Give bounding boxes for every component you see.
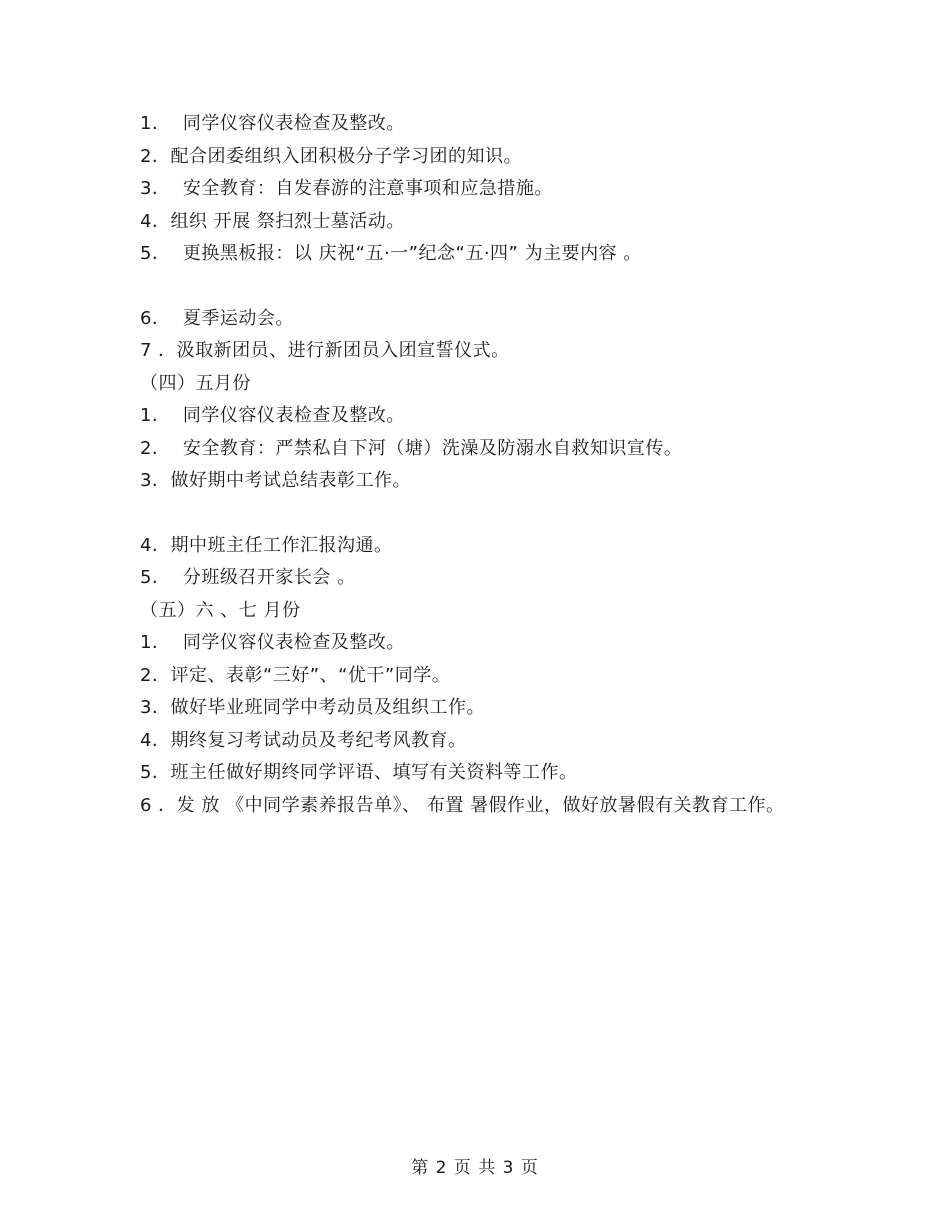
document-body: [140, 108, 810, 822]
list-item: 3．做好期中考试总结表彰工作。: [140, 470, 411, 491]
list-item: 2． 安全教育：严禁私自下河（塘）洗澡及防溺水自救知识宣传。: [140, 437, 683, 459]
list-item: 7 ．汲取新团员、进行新团员入团宣誓仪式。: [140, 340, 510, 361]
page-number: 第 2 页 共 3 页: [411, 1158, 539, 1178]
section-heading: （五）六 、七 月份: [140, 599, 301, 621]
list-item: 6 ．发 放 《中同学素养报告单》、 布置 暑假作业，做好放暑假有关教育工作。: [140, 794, 785, 816]
list-item: 1． 同学仪容仪表检查及整改。: [140, 113, 405, 134]
list-item: 3．做好毕业班同学中考动员及组织工作。: [140, 697, 485, 718]
list-item: 5． 分班级召开家长会 。: [140, 567, 356, 588]
list-item: 2．配合团委组织入团积极分子学习团的知识。: [140, 145, 522, 167]
section-heading: （四）五月份: [140, 372, 251, 394]
list-item: 5． 更换黑板报：以 庆祝“五·一”纪念“五·四” 为主要内容 。: [140, 243, 642, 264]
list-item: 5．班主任做好期终同学评语、填写有关资料等工作。: [140, 762, 578, 783]
list-item: 1． 同学仪容仪表检查及整改。: [140, 405, 405, 426]
list-item: 2．评定、表彰“三好”、“优干”同学。: [140, 664, 451, 686]
list-item: 1． 同学仪容仪表检查及整改。: [140, 632, 405, 653]
list-item: 4．期中班主任工作汇报沟通。: [140, 534, 393, 556]
list-item: 3． 安全教育：自发春游的注意事项和应急措施。: [140, 178, 553, 199]
list-item: 4．组织 开展 祭扫烈士墓活动。: [140, 210, 405, 232]
paragraph-gap: [140, 498, 810, 530]
paragraph-gap: [140, 271, 810, 303]
list-item: 4．期终复习考试动员及考纪考风教育。: [140, 729, 467, 751]
list-item: 6． 夏季运动会。: [140, 307, 294, 329]
